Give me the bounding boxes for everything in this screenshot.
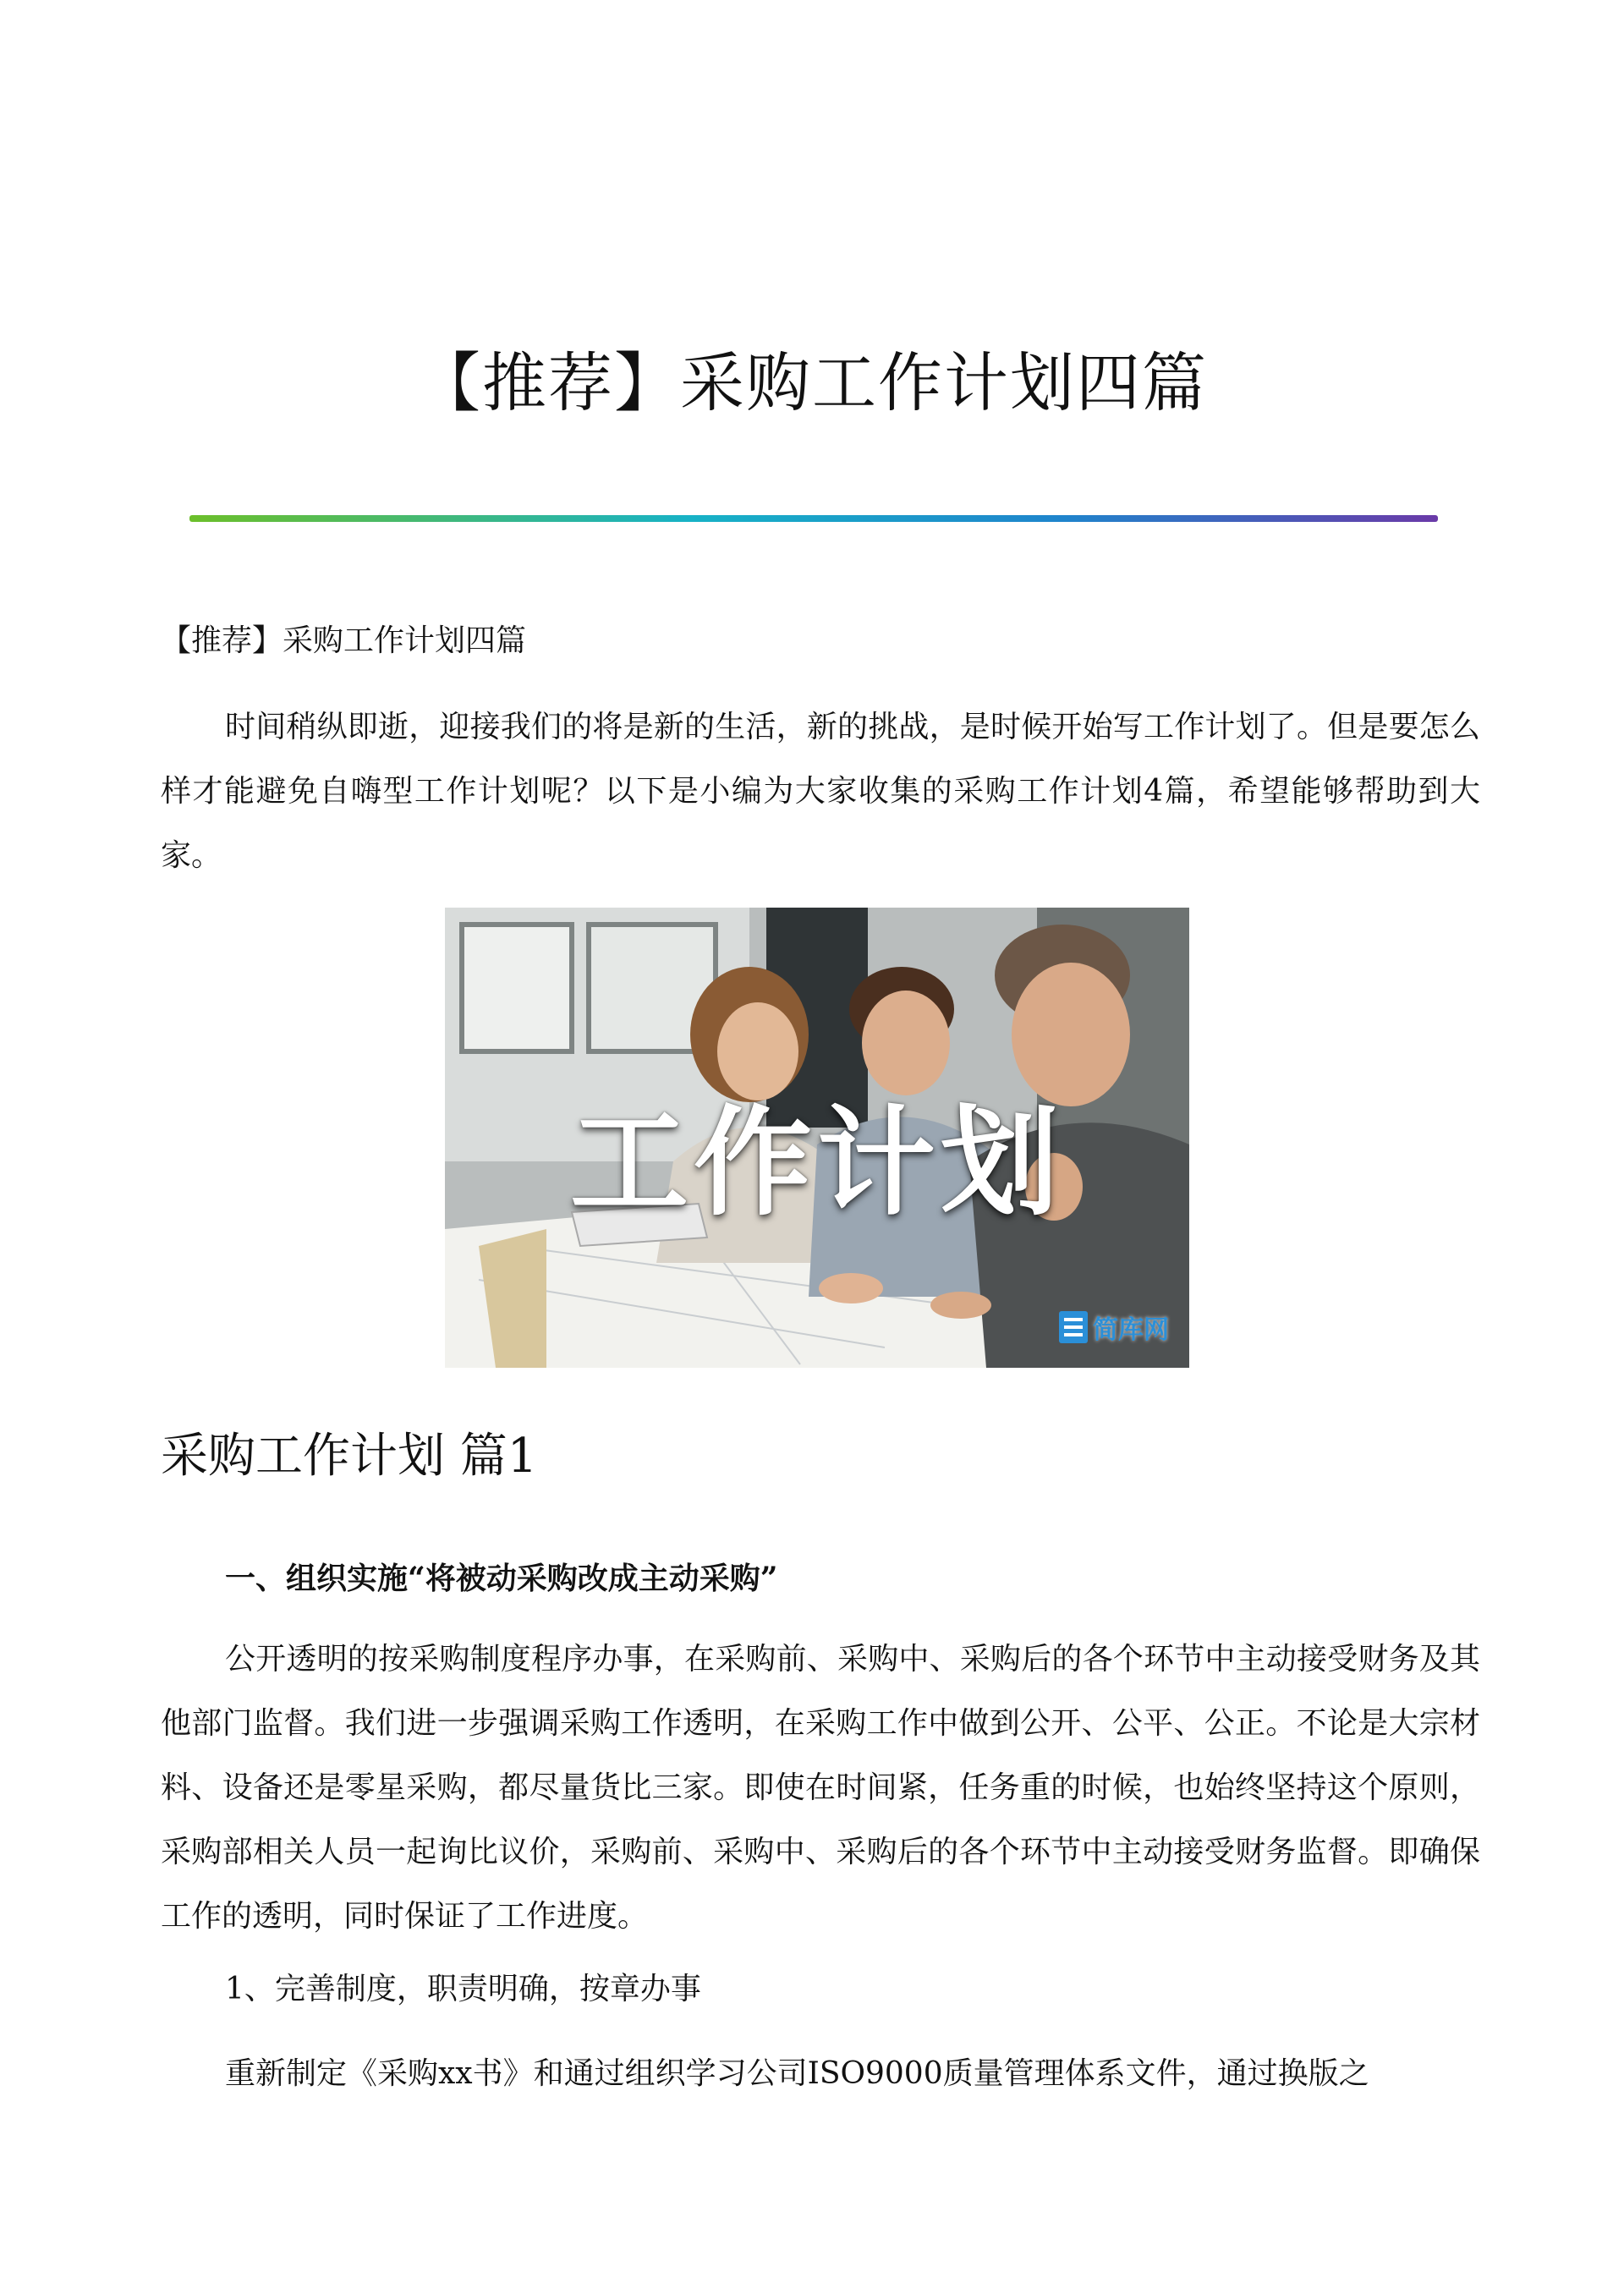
section-title: 采购工作计划 篇1 [161, 1429, 538, 1484]
subheading: 一、组织实施“将被动采购改成主动采购” [225, 1561, 778, 1596]
photo-caption: 工作计划 [569, 1095, 1064, 1232]
work-plan-photo [445, 908, 1189, 1368]
list-item-1: 1、完善制度，职责明确，按章办事 [225, 1972, 701, 2006]
title-divider [189, 515, 1438, 522]
watermark-logo [1059, 1309, 1169, 1346]
watermark-text: 简库网 [1093, 1315, 1169, 1345]
body-paragraph-1: 公开透明的按采购制度程序办事，在采购前、采购中、采购后的各个环节中主动接受财务及其他部门监督。我们进一步强调采购工作透明，在采购工作中做到公开、公平、公正。不论是大宗材料、设备还是零星采购，都尽量货比三家。即使在时间紧，任务重的时候，也始终坚持这个原则，采购部相关人员一起询比议价，采购前、采购中、采购后的各个环节中主动接受财务监督。即确保工作的透明，同时保证了工作进度。 [161, 1642, 1480, 1934]
document-title: 【推荐】采购工作计划四篇 [416, 345, 1208, 420]
document-icon [1059, 1311, 1088, 1343]
intro-paragraph: 时间稍纵即逝，迎接我们的将是新的生活，新的挑战，是时候开始写工作计划了。但是要怎么样才能避免自嗨型工作计划呢？以下是小编为大家收集的采购工作计划4篇，希望能够帮助到大家。 [161, 710, 1480, 873]
body-paragraph-2: 重新制定《采购xx书》和通过组织学习公司ISO9000质量管理体系文件，通过换版之 [225, 2056, 1369, 2091]
paragraph-heading: 【推荐】采购工作计划四篇 [161, 623, 527, 658]
